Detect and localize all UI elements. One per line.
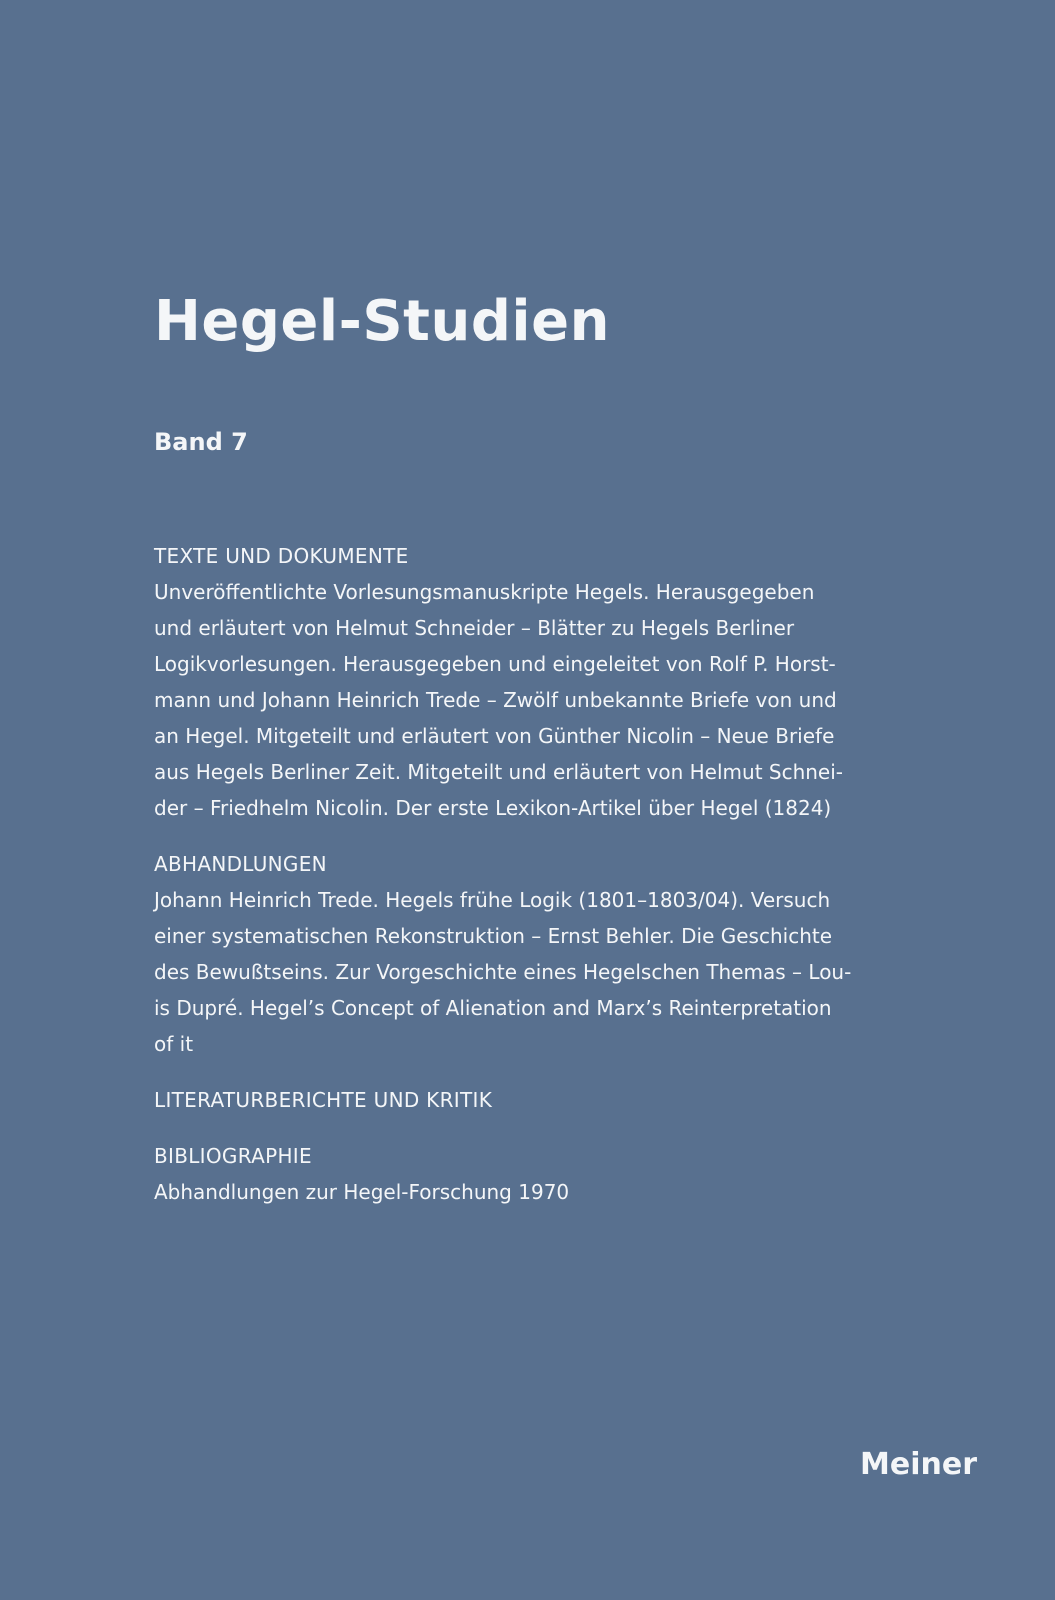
section-line: is Dupré. Hegel’s Concept of Alienation and Marx’s Reinterpretation bbox=[154, 996, 832, 1020]
section-line: aus Hegels Berliner Zeit. Mitgeteilt und erläutert von Helmut Schnei- bbox=[154, 760, 844, 784]
section-line: des Bewußtseins. Zur Vorgeschichte eines Hegelschen Themas – Lou- bbox=[154, 960, 852, 984]
section-line: of it bbox=[154, 1032, 194, 1056]
section-abhandlungen bbox=[154, 846, 894, 1062]
section-line: der – Friedhelm Nicolin. Der erste Lexikon-Artikel über Hegel (1824) bbox=[154, 796, 832, 820]
section-line: mann und Johann Heinrich Trede – Zwölf unbekannte Briefe von und bbox=[154, 688, 837, 712]
section-line: Johann Heinrich Trede. Hegels frühe Logik (1801–1803/04). Versuch bbox=[154, 888, 831, 912]
section-heading: LITERATURBERICHTE UND KRITIK bbox=[154, 1088, 493, 1112]
section-line: Abhandlungen zur Hegel-Forschung 1970 bbox=[154, 1180, 570, 1204]
section-bibliographie bbox=[154, 1138, 894, 1210]
publisher-logo: Meiner bbox=[860, 1447, 977, 1482]
section-line: Logikvorlesungen. Herausgegeben und eingeleitet von Rolf P. Horst- bbox=[154, 652, 836, 676]
section-heading: BIBLIOGRAPHIE bbox=[154, 1144, 312, 1168]
book-title: Hegel-Studien bbox=[154, 289, 610, 354]
section-literaturberichte-und-kritik bbox=[154, 1082, 894, 1118]
volume-number: Band 7 bbox=[154, 428, 248, 456]
section-heading: TEXTE UND DOKUMENTE bbox=[154, 544, 409, 568]
section-line: Unveröffentlichte Vorlesungsmanuskripte Hegels. Herausgegeben bbox=[154, 580, 815, 604]
section-line: einer systematischen Rekonstruktion – Ernst Behler. Die Geschichte bbox=[154, 924, 833, 948]
section-line: und erläutert von Helmut Schneider – Blätter zu Hegels Berliner bbox=[154, 616, 795, 640]
section-heading: ABHANDLUNGEN bbox=[154, 852, 327, 876]
section-texte-und-dokumente bbox=[154, 538, 894, 826]
table-of-contents bbox=[154, 538, 894, 1230]
section-line: an Hegel. Mitgeteilt und erläutert von Günther Nicolin – Neue Briefe bbox=[154, 724, 835, 748]
